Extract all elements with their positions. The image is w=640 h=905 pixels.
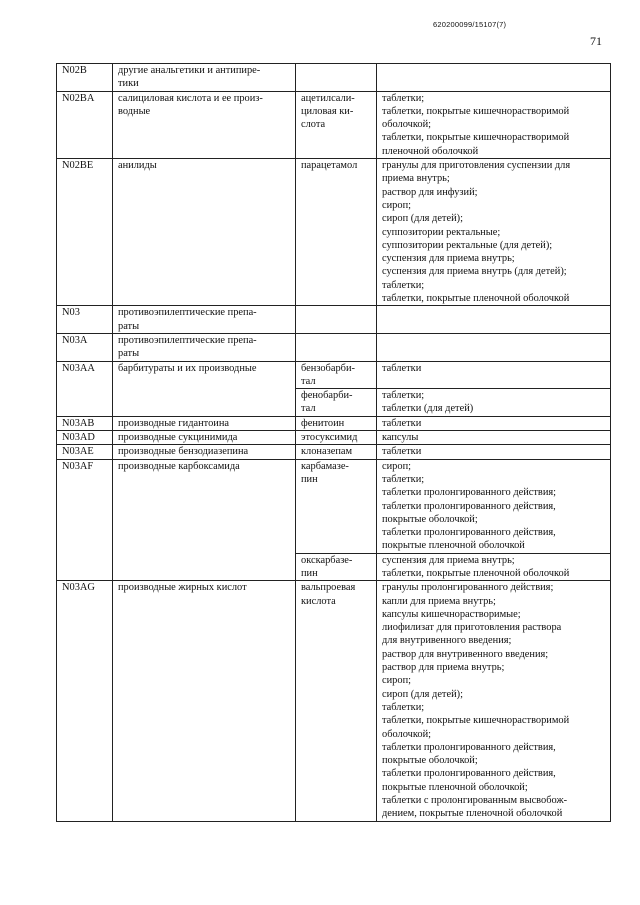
- atc-code-cell: [57, 306, 113, 334]
- atc-code-cell: [57, 416, 113, 430]
- dosage-forms-cell-line: капсулы кишечнорастворимые;: [382, 608, 521, 620]
- table-row: [57, 91, 611, 158]
- group-name-cell: [113, 445, 296, 459]
- dosage-forms-cell-line: сироп;: [382, 675, 412, 687]
- dosage-forms-cell-line: таблетки, покрытые кишечнорастворимой: [382, 715, 570, 727]
- atc-code-cell: [57, 459, 113, 581]
- dosage-forms-cell: [377, 581, 611, 821]
- atc-code-cell: [57, 333, 113, 361]
- group-name-cell: [113, 64, 296, 92]
- dosage-forms-cell: [377, 361, 611, 389]
- drug-name-cell-line: слота: [301, 119, 326, 131]
- dosage-forms-cell-line: сироп (для детей);: [382, 213, 463, 225]
- atc-code-cell-line: N03AB: [62, 417, 95, 429]
- table-row: [57, 159, 611, 306]
- dosage-forms-cell-line: покрытые пленочной оболочкой;: [382, 781, 528, 793]
- dosage-forms-cell: [377, 553, 611, 581]
- dosage-forms-cell-line: суспензия для приема внутрь;: [382, 554, 515, 566]
- drug-name-cell-line: окскарбазе-: [301, 554, 353, 566]
- dosage-forms-cell-line: суспензия для приема внутрь;: [382, 253, 515, 265]
- group-name-cell-line: противоэпилептические препа-: [118, 307, 257, 319]
- group-name-cell-line: раты: [118, 348, 140, 360]
- dosage-forms-cell-line: раствор для внутривенного введения;: [382, 648, 549, 660]
- dosage-forms-cell-line: оболочкой;: [382, 119, 432, 131]
- drug-name-cell: [296, 361, 377, 389]
- group-name-cell-line: противоэпилептические препа-: [118, 334, 257, 346]
- dosage-forms-cell-line: суспензия для приема внутрь (для детей);: [382, 266, 567, 278]
- drug-name-cell-line: этосуксимид: [301, 432, 358, 444]
- dosage-forms-cell-line: капли для приема внутрь;: [382, 595, 496, 607]
- document-id: 620200099/15107(7): [433, 20, 507, 29]
- dosage-forms-cell-line: таблетки пролонгированного действия,: [382, 768, 556, 780]
- dosage-forms-cell-line: таблетки;: [382, 701, 425, 713]
- drug-name-cell: [296, 445, 377, 459]
- group-name-cell: [113, 306, 296, 334]
- drug-name-cell-line: циловая ки-: [301, 105, 354, 117]
- dosage-forms-cell: [377, 416, 611, 430]
- table-row: [57, 416, 611, 430]
- dosage-forms-cell: [377, 159, 611, 306]
- dosage-forms-cell-line: таблетки, покрытые пленочной оболочкой: [382, 293, 570, 305]
- group-name-cell: [113, 416, 296, 430]
- dosage-forms-cell-line: суппозитории ректальные (для детей);: [382, 239, 553, 251]
- drug-name-cell-line: парацетамол: [301, 160, 358, 172]
- dosage-forms-cell-line: таблетки пролонгированного действия;: [382, 487, 557, 499]
- dosage-forms-cell-line: лиофилизат для приготовления раствора: [382, 622, 562, 634]
- atc-code-cell-line: N03: [62, 307, 80, 319]
- dosage-forms-cell-line: таблетки: [382, 446, 422, 458]
- atc-code-cell-line: N02B: [62, 65, 87, 76]
- group-name-cell-line: производные гидантоина: [118, 417, 229, 429]
- group-name-cell-line: другие анальгетики и антипире-: [118, 65, 261, 76]
- dosage-forms-cell-line: сироп;: [382, 199, 412, 211]
- dosage-forms-cell: [377, 91, 611, 158]
- dosage-forms-cell-line: таблетки пролонгированного действия,: [382, 741, 556, 753]
- atc-code-cell: [57, 445, 113, 459]
- dosage-forms-cell: [377, 389, 611, 417]
- table-row: [57, 431, 611, 445]
- dosage-forms-cell-line: таблетки, покрытые пленочной оболочкой: [382, 567, 570, 579]
- atc-code-cell: [57, 581, 113, 821]
- drug-name-cell-line: бензобарби-: [301, 362, 355, 374]
- group-name-cell-line: водные: [118, 105, 151, 117]
- atc-code-cell-line: N03AF: [62, 460, 94, 472]
- drug-name-cell-line: пин: [301, 567, 318, 579]
- group-name-cell-line: барбитураты и их производные: [118, 362, 257, 374]
- atc-code-cell-line: N03AD: [62, 432, 95, 444]
- dosage-forms-cell: [377, 459, 611, 553]
- dosage-forms-cell-line: капсулы: [382, 432, 419, 444]
- drug-name-cell-line: фенобарби-: [301, 390, 353, 402]
- table-row: [57, 445, 611, 459]
- dosage-forms-cell-line: таблетки: [382, 417, 422, 429]
- group-name-cell: [113, 361, 296, 416]
- dosage-forms-cell-line: таблетки;: [382, 390, 425, 402]
- drug-name-cell: [296, 333, 377, 361]
- table-body: [57, 64, 611, 822]
- drug-name-cell-line: фенитоин: [301, 417, 345, 429]
- drug-name-cell-line: ацетилсали-: [301, 92, 355, 104]
- dosage-forms-cell-line: таблетки (для детей): [382, 403, 474, 415]
- dosage-forms-cell-line: суппозитории ректальные;: [382, 226, 501, 238]
- dosage-forms-cell-line: покрытые пленочной оболочкой: [382, 540, 525, 552]
- dosage-forms-cell-line: таблетки, покрытые кишечнорастворимой: [382, 132, 570, 144]
- atc-code-cell-line: N03A: [62, 334, 88, 346]
- table-row: [57, 459, 611, 553]
- dosage-forms-cell: [377, 306, 611, 334]
- group-name-cell: [113, 159, 296, 306]
- dosage-forms-cell-line: таблетки, покрытые кишечнорастворимой: [382, 105, 570, 117]
- drug-name-cell: [296, 159, 377, 306]
- drug-name-cell: [296, 431, 377, 445]
- atc-code-cell: [57, 361, 113, 416]
- group-name-cell-line: производные жирных кислот: [118, 582, 247, 594]
- dosage-forms-cell-line: таблетки;: [382, 92, 425, 104]
- group-name-cell-line: производные бензодиазепина: [118, 446, 249, 458]
- drug-name-cell: [296, 306, 377, 334]
- drug-name-cell: [296, 416, 377, 430]
- drug-table: [56, 63, 611, 822]
- dosage-forms-cell-line: гранулы для приготовления суспензии для: [382, 160, 571, 172]
- dosage-forms-cell-line: приема внутрь;: [382, 173, 450, 185]
- drug-name-cell: [296, 389, 377, 417]
- dosage-forms-cell: [377, 431, 611, 445]
- dosage-forms-cell-line: дением, покрытые пленочной оболочкой: [382, 808, 563, 820]
- dosage-forms-cell: [377, 333, 611, 361]
- group-name-cell: [113, 581, 296, 821]
- table-row: [57, 581, 611, 821]
- atc-code-cell: [57, 159, 113, 306]
- dosage-forms-cell-line: раствор для инфузий;: [382, 186, 478, 198]
- atc-code-cell-line: N02BA: [62, 92, 95, 104]
- dosage-forms-cell-line: оболочкой;: [382, 728, 432, 740]
- group-name-cell-line: анилиды: [118, 160, 157, 172]
- dosage-forms-cell-line: сироп (для детей);: [382, 688, 463, 700]
- dosage-forms-cell-line: таблетки;: [382, 473, 425, 485]
- drug-name-cell-line: карбамазе-: [301, 460, 349, 472]
- dosage-forms-cell-line: сироп;: [382, 460, 412, 472]
- drug-name-cell-line: пин: [301, 473, 318, 485]
- group-name-cell-line: тики: [118, 78, 139, 90]
- table-row: [57, 64, 611, 92]
- dosage-forms-cell-line: таблетки с пролонгированным высвобож-: [382, 795, 568, 807]
- group-name-cell: [113, 91, 296, 158]
- drug-name-cell: [296, 64, 377, 92]
- drug-name-cell: [296, 91, 377, 158]
- drug-name-cell: [296, 581, 377, 821]
- group-name-cell: [113, 431, 296, 445]
- table-row: [57, 361, 611, 389]
- drug-name-cell-line: тал: [301, 403, 316, 415]
- dosage-forms-cell-line: покрытые оболочкой;: [382, 513, 478, 525]
- dosage-forms-cell-line: таблетки пролонгированного действия,: [382, 500, 556, 512]
- drug-name-cell: [296, 553, 377, 581]
- atc-code-cell-line: N03AA: [62, 362, 95, 374]
- group-name-cell-line: производные сукцинимида: [118, 432, 238, 444]
- atc-code-cell: [57, 431, 113, 445]
- dosage-forms-cell-line: пленочной оболочкой: [382, 145, 479, 157]
- dosage-forms-cell-line: покрытые оболочкой;: [382, 755, 478, 767]
- dosage-forms-cell-line: раствор для приема внутрь;: [382, 662, 505, 674]
- dosage-forms-cell-line: таблетки: [382, 362, 422, 374]
- table-row: [57, 306, 611, 334]
- table-row: [57, 333, 611, 361]
- dosage-forms-cell: [377, 445, 611, 459]
- drug-name-cell-line: клоназепам: [301, 446, 353, 458]
- atc-code-cell-line: N03AG: [62, 582, 95, 594]
- drug-name-cell: [296, 459, 377, 553]
- dosage-forms-cell-line: таблетки;: [382, 279, 425, 291]
- atc-code-cell: [57, 64, 113, 92]
- dosage-forms-cell-line: гранулы пролонгированного действия;: [382, 582, 554, 594]
- dosage-forms-cell: [377, 64, 611, 92]
- dosage-forms-cell-line: таблетки пролонгированного действия,: [382, 527, 556, 539]
- drug-name-cell-line: кислота: [301, 595, 336, 607]
- dosage-forms-cell-line: для внутривенного введения;: [382, 635, 512, 647]
- group-name-cell-line: раты: [118, 320, 140, 332]
- atc-code-cell-line: N03AE: [62, 446, 94, 458]
- atc-code-cell: [57, 91, 113, 158]
- group-name-cell: [113, 459, 296, 581]
- page-number: 71: [590, 34, 602, 48]
- group-name-cell-line: салициловая кислота и ее произ-: [118, 92, 263, 104]
- group-name-cell: [113, 333, 296, 361]
- group-name-cell-line: производные карбоксамида: [118, 460, 240, 472]
- drug-name-cell-line: тал: [301, 375, 316, 387]
- atc-code-cell-line: N02BE: [62, 160, 94, 172]
- drug-name-cell-line: вальпроевая: [301, 582, 356, 594]
